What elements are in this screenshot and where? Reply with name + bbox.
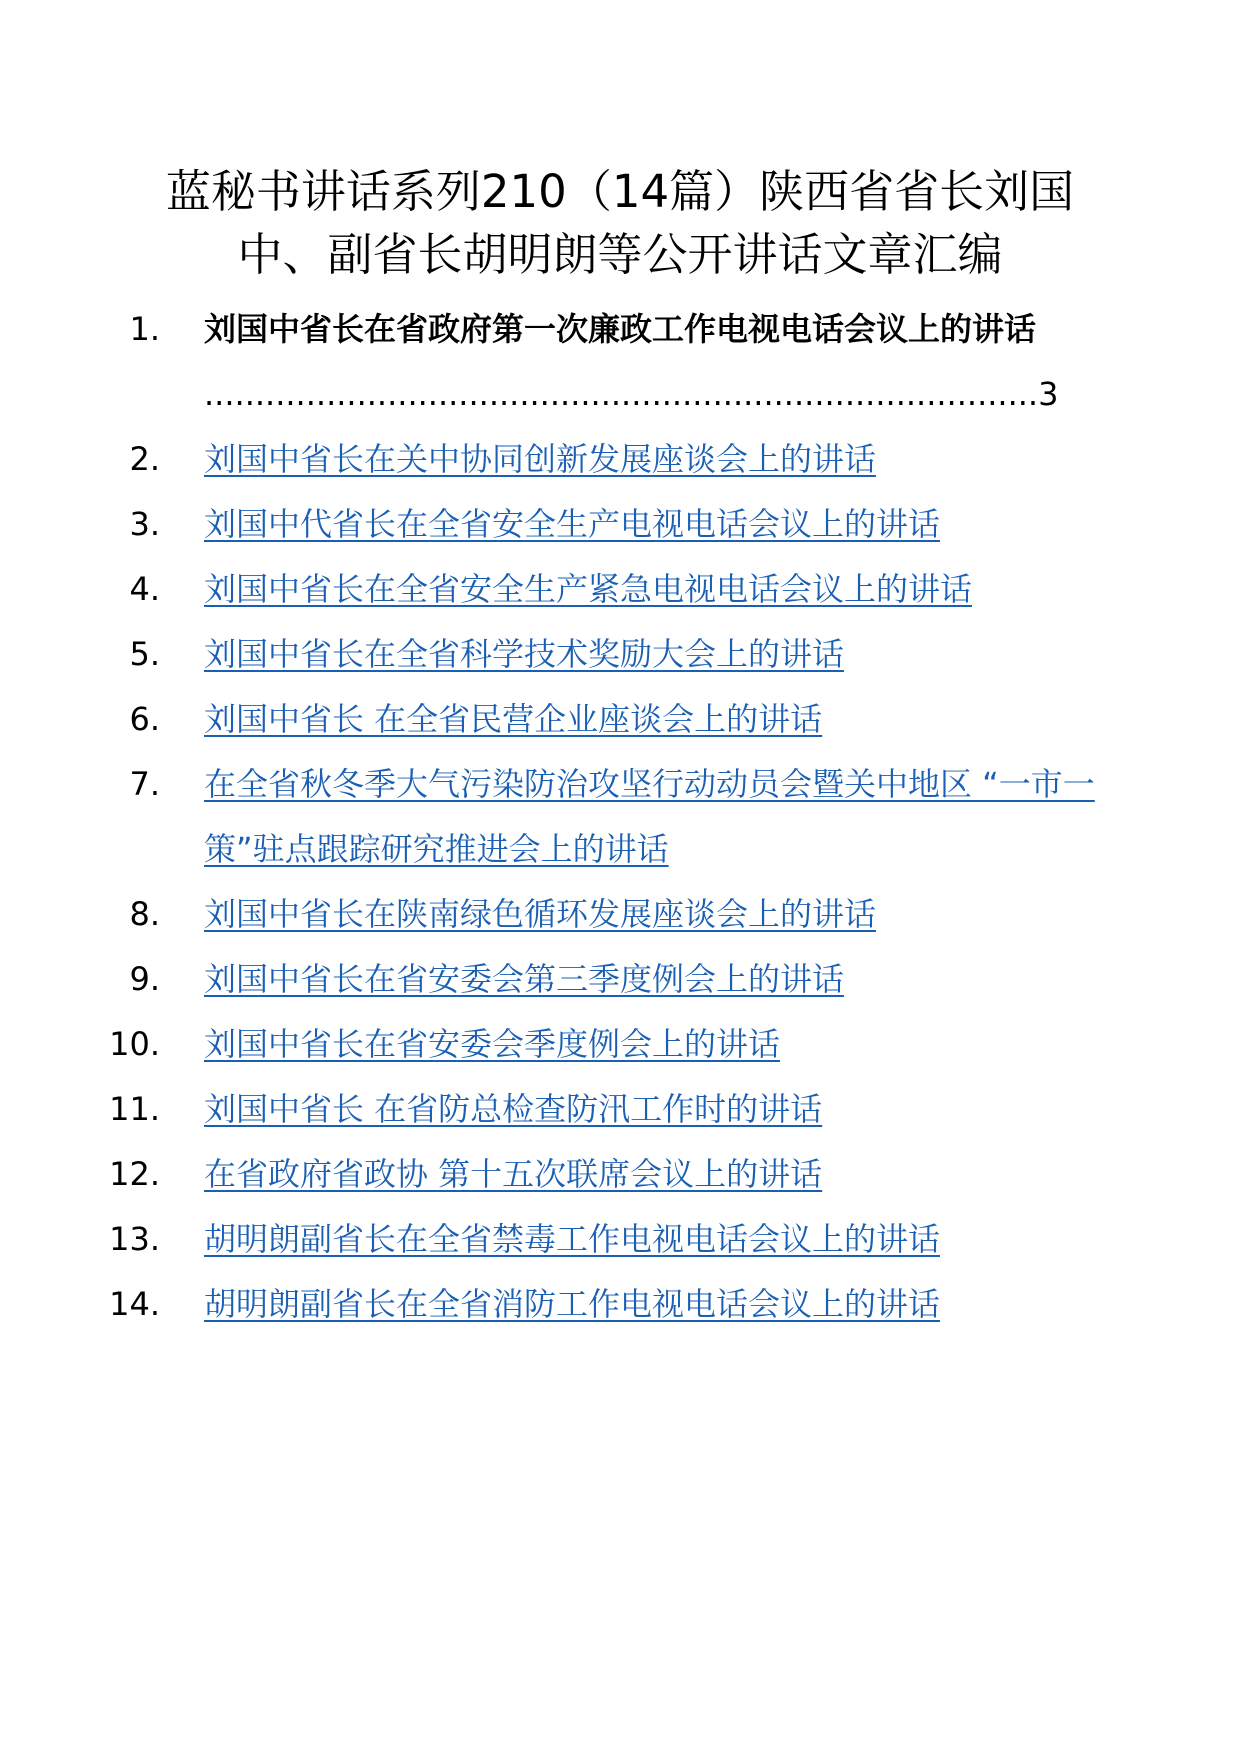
toc-item-number: 7. [129,765,160,803]
toc-item-number: 6. [129,700,160,738]
toc-item [0,1207,1240,1272]
toc-item [0,1077,1240,1142]
toc-item-link[interactable]: 在省政府省政协 第十五次联席会议上的讲话 [204,1155,823,1193]
toc-item-number: 9. [129,960,160,998]
toc-item-link[interactable]: 刘国中代省长在全省安全生产电视电话会议上的讲话 [204,505,941,543]
toc-item-number: 4. [129,570,160,608]
toc-item-title: 刘国中省长在省政府第一次廉政工作电视电话会议上的讲话 [204,310,1037,348]
toc-item-link[interactable]: 刘国中省长 在全省民营企业座谈会上的讲话 [204,700,823,738]
toc-item-number: 10. [109,1025,160,1063]
toc-item [0,1142,1240,1207]
toc-item [0,1012,1240,1077]
toc-item-number: 1. [129,310,160,348]
toc-item-link[interactable]: 刘国中省长 在省防总检查防汛工作时的讲话 [204,1090,823,1128]
toc-item [0,947,1240,1012]
table-of-contents [0,297,1240,1337]
toc-item-link[interactable]: 刘国中省长在全省科学技术奖励大会上的讲话 [204,635,845,673]
toc-item-number: 3. [129,505,160,543]
toc-item-link[interactable]: 胡明朗副省长在全省消防工作电视电话会议上的讲话 [204,1285,941,1323]
toc-item-number: 5. [129,635,160,673]
toc-item-link[interactable]: 在全省秋冬季大气污染防治攻坚行动动员会暨关中地区 “一市一策”驻点跟踪研究推进会上的讲话 [204,765,1095,868]
toc-item [0,1272,1240,1337]
toc-item-link[interactable]: 刘国中省长在省安委会季度例会上的讲话 [204,1025,781,1063]
toc-item-number: 14. [109,1285,160,1323]
toc-item [0,427,1240,492]
toc-item-number: 2. [129,440,160,478]
toc-item [0,687,1240,752]
toc-item [0,492,1240,557]
toc-item-number: 13. [109,1220,160,1258]
toc-item-number: 8. [129,895,160,933]
toc-item-link[interactable]: 刘国中省长在省安委会第三季度例会上的讲话 [204,960,845,998]
toc-item-link[interactable]: 刘国中省长在关中协同创新发展座谈会上的讲话 [204,440,877,478]
toc-item [0,882,1240,947]
toc-item-number: 11. [109,1090,160,1128]
toc-item-number: 12. [109,1155,160,1193]
toc-item-link[interactable]: 刘国中省长在全省安全生产紧急电视电话会议上的讲话 [204,570,973,608]
toc-item [0,297,1240,427]
document-title: 蓝秘书讲话系列210（14篇）陕西省省长刘国中、副省长胡明朗等公开讲话文章汇编 [165,165,1075,281]
toc-item [0,557,1240,622]
toc-item-page-leader: ..................................................................................3 [204,375,1059,413]
toc-item-link[interactable]: 刘国中省长在陕南绿色循环发展座谈会上的讲话 [204,895,877,933]
toc-item-link[interactable]: 胡明朗副省长在全省禁毒工作电视电话会议上的讲话 [204,1220,941,1258]
toc-item [0,622,1240,687]
toc-item [0,752,1240,882]
